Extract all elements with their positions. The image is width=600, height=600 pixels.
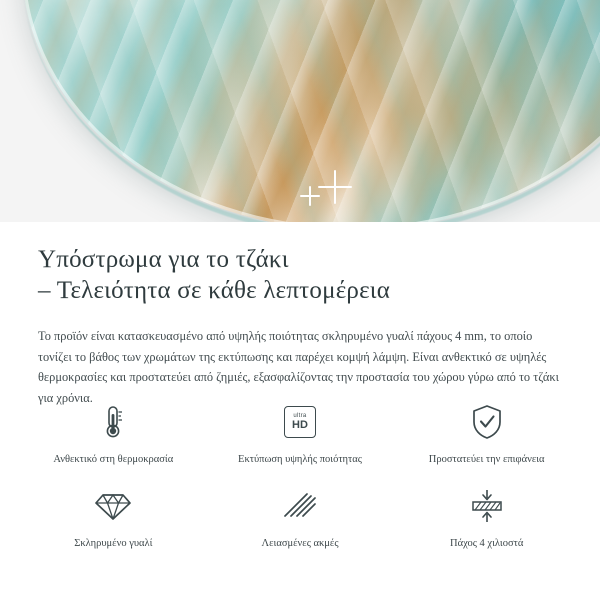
page-title	[38, 244, 562, 306]
feature-grid	[0, 400, 600, 550]
headline-line-2: – Τελειότητα σε κάθε λεπτομέρεια	[38, 277, 391, 304]
diamond-icon	[94, 484, 132, 528]
feature-item-tempered-glass	[20, 484, 207, 550]
feature-item-polished-edges	[207, 484, 394, 550]
headline-line-1: Υπόστρωμα για το τζάκι	[38, 246, 289, 273]
feature-label: Σκληρυμένο γυαλί	[74, 538, 153, 549]
feature-item-surface-protection	[393, 400, 580, 466]
feature-label: Πάχος 4 χιλιοστά	[450, 538, 524, 549]
thermometer-icon	[95, 400, 131, 444]
feature-item-thickness	[393, 484, 580, 550]
feature-label: Ανθεκτικό στη θερμοκρασία	[53, 454, 174, 465]
feature-item-heat-resistant	[20, 400, 207, 466]
feature-label: Εκτύπωση υψηλής ποιότητας	[238, 454, 362, 465]
polished-edges-icon	[281, 484, 319, 528]
shield-check-icon	[470, 400, 504, 444]
feature-item-print-quality	[207, 400, 394, 466]
ultra-hd-icon: ultra HD	[284, 400, 316, 444]
feature-label: Προστατεύει την επιφάνεια	[428, 454, 545, 465]
text-content	[0, 222, 600, 408]
description-paragraph: Το προϊόν είναι κατασκευασμένο από υψηλής ποιότητας σκληρυμένο γυαλί πάχους 4 mm, το οποίο τονίζει το βάθος των χρωμάτων της εκτύπωσης και παρέχει κομψή λάμψη. Είναι ανθεκτικό σε υψηλές θερμοκρασίες και προστατεύει από ζημιές, εξασφαλίζοντας την προστασία του χώρου γύρω από το τζάκι για χρόνια.	[38, 329, 559, 405]
feature-label: Λειασμένες ακμές	[261, 538, 339, 549]
thickness-arrows-icon	[467, 484, 507, 528]
hero-image	[0, 0, 600, 222]
